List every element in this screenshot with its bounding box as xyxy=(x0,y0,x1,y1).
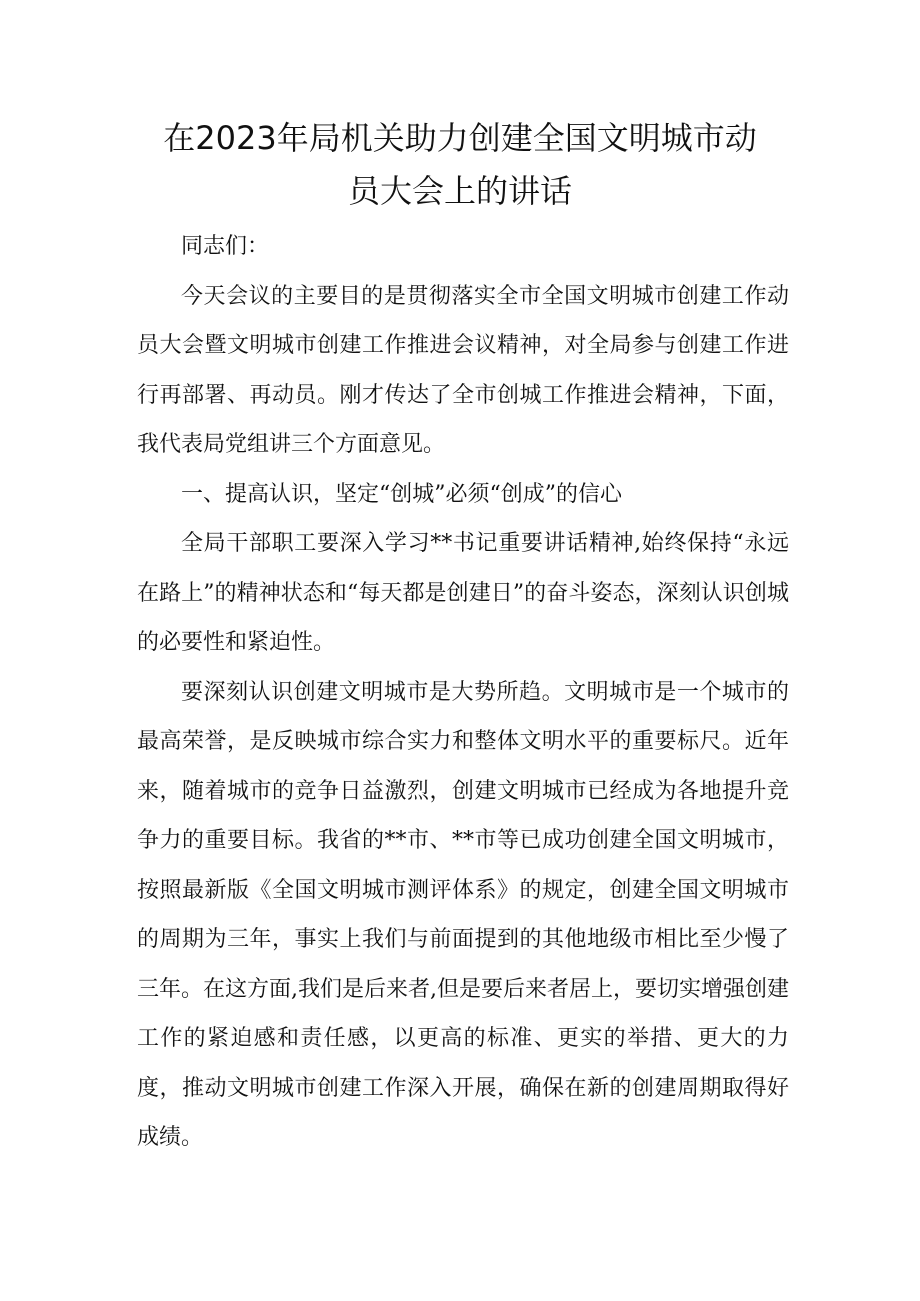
paragraph-1: 今天会议的主要目的是贯彻落实全市全国文明城市创建工作动员大会暨文明城市创建工作推进会议精神，对全局参与创建工作进行再部署、再动员。刚才传达了全市创城工作推进会精神，下面，我代表局党组讲三个方面意见。 xyxy=(137,283,789,457)
section-heading-1: 一、提高认识，坚定“创城”必须“创成”的信心 xyxy=(181,481,622,507)
salutation: 同志们： xyxy=(181,234,270,259)
paragraph-2: 全局干部职工要深入学习**书记重要讲话精神,始终保持“永远在路上”的精神状态和“每天都是创建日”的奋斗姿态，深刻认识创城的必要性和紧迫性。 xyxy=(137,531,789,655)
title-line-2: 员大会上的讲话 xyxy=(347,172,572,210)
document-body xyxy=(137,222,789,1163)
paragraph-3: 要深刻认识创建文明城市是大势所趋。文明城市是一个城市的最高荣誉，是反映城市综合实力和整体文明水平的重要标尺。近年来，随着城市的竞争日益激烈，创建文明城市已经成为各地提升竞争力的重要目标。我省的**市、**市等已成功创建全国文明城市，按照最新版《全国文明城市测评体系》的规定，创建全国文明城市的周期为三年，事实上我们与前面提到的其他地级市相比至少慢了三年。在这方面,我们是后来者,但是要后来者居上，要切实增强创建工作的紧迫感和责任感，以更高的标准、更实的举措、更大的力度，推动文明城市创建工作深入开展，确保在新的创建周期取得好成绩。 xyxy=(137,679,789,1150)
title-line-1: 在2023年局机关助力创建全国文明城市动 xyxy=(163,119,757,157)
document-title xyxy=(120,112,800,218)
